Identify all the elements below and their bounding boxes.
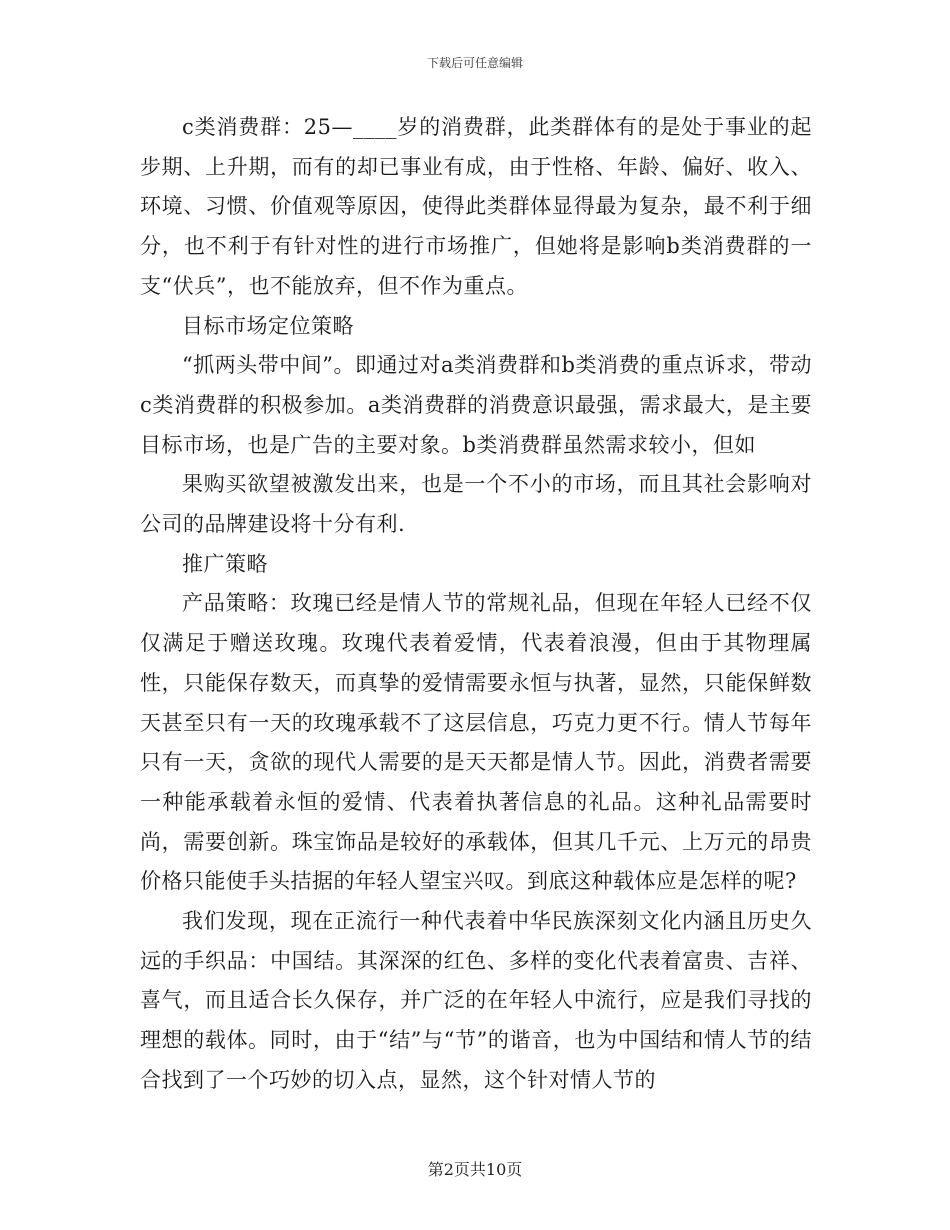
paragraph-c-consumer-group: c类消费群：25—____岁的消费群，此类群体有的是处于事业的起步期、上升期，而有的却已事业有成，由于性格、年龄、偏好、收入、环境、习惯、价值观等原因，使得此类群体显得最为复杂，最不利于细分，也不利于有针对性的进行市场推广，但她将是影响b类消费群的一支“伏兵”，也不能放弃，但不作为重点。 <box>140 115 812 298</box>
page-number: 第2页共10页 <box>427 1160 523 1179</box>
heading-promotion-strategy: 推广策略 <box>182 551 268 576</box>
paragraph-positioning-continued: 果购买欲望被激发出来，也是一个不小的市场，而且其社会影响对公司的品牌建设将十分有利. <box>140 472 812 537</box>
document-body <box>140 108 812 1101</box>
paragraph-product-strategy: 产品策略：玫瑰已经是情人节的常规礼品，但现在年轻人已经不仅仅满足于赠送玫瑰。玫瑰代表着爱情，代表着浪漫，但由于其物理属性，只能保存数天，而真挚的爱情需要永恒与执著，显然，只能保鲜数天甚至只有一天的玫瑰承载不了这层信息，巧克力更不行。情人节每年只有一天，贪欲的现代人需要的是天天都是情人节。因此，消费者需要一种能承载着永恒的爱情、代表着执著信息的礼品。这种礼品需要时尚，需要创新。珠宝饰品是较好的承载体，但其几千元、上万元的昂贵价格只能使手头拮据的年轻人望宝兴叹。到底这种载体应是怎样的呢? <box>140 591 812 894</box>
paragraph-chinese-knot: 我们发现，现在正流行一种代表着中华民族深刻文化内涵且历史久远的手织品：中国结。其深深的红色、多样的变化代表着富贵、吉祥、喜气，而且适合长久保存，并广泛的在年轻人中流行，应是我们寻找的理想的载体。同时，由于“结”与“节”的谐音，也为中国结和情人节的结合找到了一个巧妙的切入点，显然，这个针对情人节的 <box>140 909 812 1092</box>
header-note: 下载后可任意编辑 <box>426 56 523 70</box>
paragraph-positioning-strategy: “抓两头带中间”。即通过对a类消费群和b类消费的重点诉求，带动c类消费群的积极参加。a类消费群的消费意识最强，需求最大，是主要目标市场，也是广告的主要对象。b类消费群虽然需求较小，但如 <box>140 353 812 457</box>
heading-target-market-positioning: 目标市场定位策略 <box>182 313 354 338</box>
